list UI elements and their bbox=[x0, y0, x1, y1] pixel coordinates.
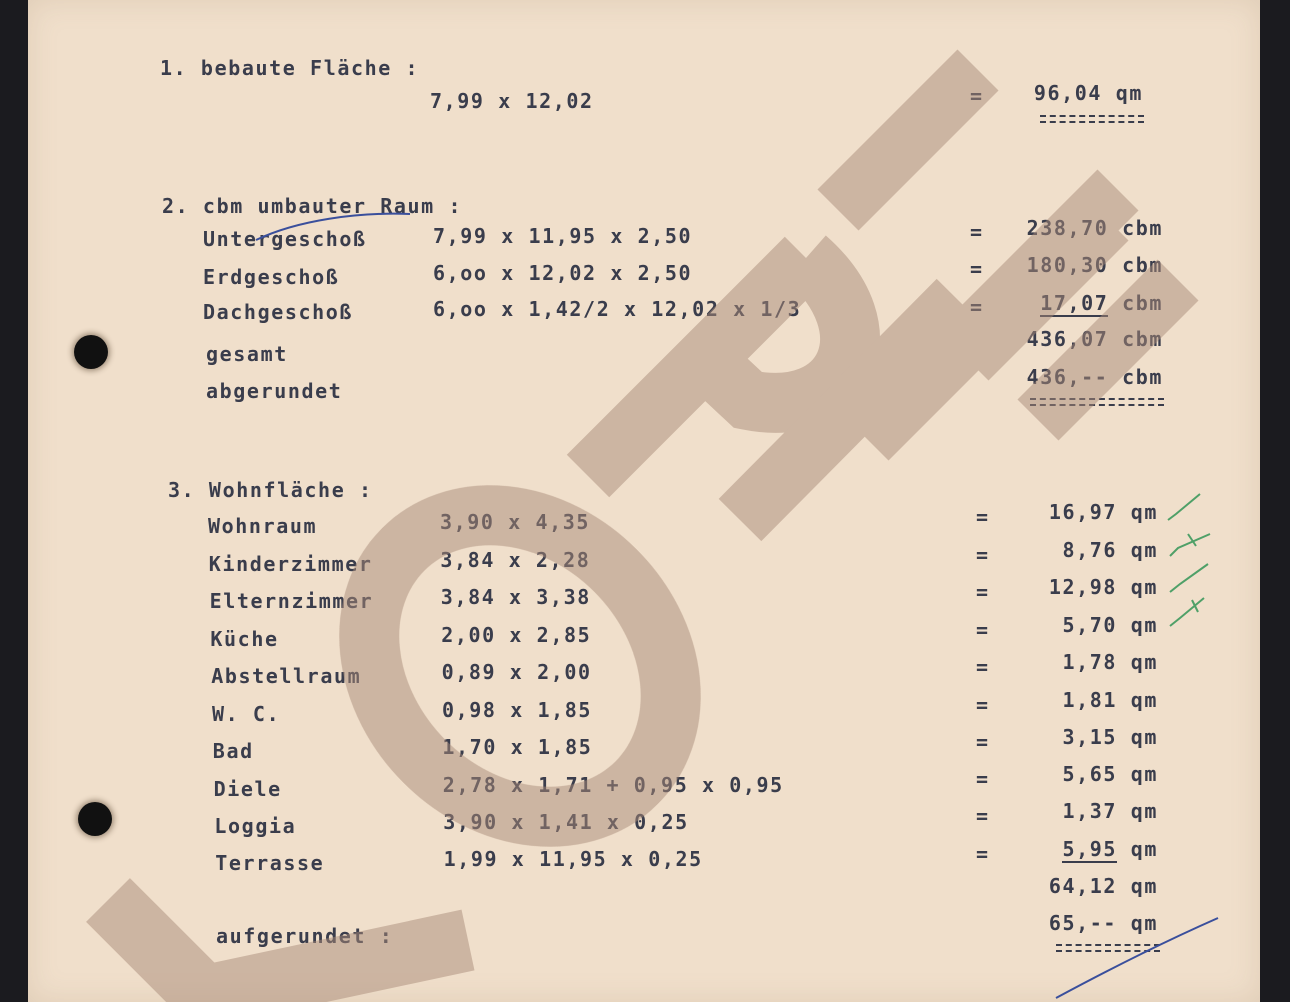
check-mark-3 bbox=[1170, 564, 1208, 592]
section3-row-result: 12,98 qm bbox=[1048, 575, 1158, 599]
section1-heading: 1. bebaute Fläche : bbox=[160, 56, 420, 80]
section3-row-eq: = bbox=[976, 693, 990, 717]
section2-row-eq: = bbox=[970, 257, 984, 281]
section3-rounded-label: aufgerundet : bbox=[216, 924, 394, 948]
section2-total: 436,07 cbm bbox=[1026, 327, 1163, 351]
section2-row-eq: = bbox=[970, 295, 984, 319]
section3-row-result: 3,15 qm bbox=[1062, 725, 1158, 749]
watermark-letter-i bbox=[740, 300, 958, 520]
section3-total: 64,12 qm bbox=[1048, 874, 1158, 898]
section3-row-calc: 2,78 x 1,71 + 0,95 x 0,95 bbox=[442, 773, 784, 797]
section3-row-result: 1,37 qm bbox=[1062, 799, 1158, 823]
section1-eq: = bbox=[970, 84, 984, 108]
section2-row-label: Erdgeschoß bbox=[203, 265, 340, 289]
section3-row-eq: = bbox=[976, 804, 990, 828]
section2-row-result: 238,70 cbm bbox=[1026, 216, 1163, 240]
section3-row-result: 5,65 qm bbox=[1062, 762, 1158, 786]
section3-row-calc: 2,00 x 2,85 bbox=[441, 623, 592, 647]
section3-row-eq: = bbox=[976, 543, 990, 567]
section3-row-calc: 3,84 x 3,38 bbox=[440, 585, 591, 609]
section3-row-label: W. C. bbox=[212, 702, 281, 726]
section3-double-rule bbox=[1056, 944, 1160, 952]
section3-row-result: 5,95 qm bbox=[1062, 837, 1158, 861]
section3-row-label: Terrasse bbox=[215, 851, 325, 875]
section3-heading: 3. Wohnfläche : bbox=[168, 478, 373, 502]
section2-rounded-label: abgerundet bbox=[206, 379, 343, 403]
section3-row-label: Diele bbox=[213, 777, 282, 801]
section3-row-label: Loggia bbox=[214, 814, 297, 838]
check-mark-1 bbox=[1168, 494, 1200, 520]
section3-row-result: 5,70 qm bbox=[1062, 613, 1158, 637]
section3-row-label: Küche bbox=[210, 627, 279, 651]
section3-row-eq: = bbox=[976, 618, 990, 642]
document-page bbox=[28, 0, 1260, 1002]
check-mark-4 bbox=[1170, 598, 1204, 626]
section1-result: 96,04 qm bbox=[1033, 81, 1143, 105]
subtotal-underline: 5,95 bbox=[1062, 837, 1118, 861]
section2-row-label: Dachgeschoß bbox=[203, 300, 354, 324]
watermark-letter-k bbox=[108, 900, 468, 1002]
section2-row-eq: = bbox=[970, 220, 984, 244]
section3-row-eq: = bbox=[976, 842, 990, 866]
check-mark-2 bbox=[1170, 534, 1210, 556]
section3-row-calc: 1,70 x 1,85 bbox=[442, 735, 593, 759]
section3-row-calc: 3,84 x 2,28 bbox=[440, 548, 591, 572]
section3-row-label: Elternzimmer bbox=[209, 589, 374, 613]
section3-row-calc: 1,99 x 11,95 x 0,25 bbox=[443, 847, 703, 871]
section3-row-label: Wohnraum bbox=[208, 514, 318, 538]
section3-row-label: Abstellraum bbox=[211, 664, 362, 688]
section3-row-result: 8,76 qm bbox=[1062, 538, 1158, 562]
punch-hole-top bbox=[74, 335, 108, 369]
subtotal-underline: 17,07 bbox=[1040, 291, 1109, 315]
section2-row-calc: 6,oo x 1,42/2 x 12,02 x 1/3 bbox=[433, 297, 802, 321]
punch-hole-bottom bbox=[78, 802, 112, 836]
section3-row-calc: 0,89 x 2,00 bbox=[441, 660, 592, 684]
section2-heading: 2. cbm umbauter Raum : bbox=[162, 194, 463, 218]
section2-row-calc: 7,99 x 11,95 x 2,50 bbox=[433, 224, 693, 248]
section2-row-label: Untergeschoß bbox=[203, 227, 367, 251]
section3-row-eq: = bbox=[976, 767, 990, 791]
section3-row-result: 1,78 qm bbox=[1062, 650, 1158, 674]
section3-row-result: 1,81 qm bbox=[1062, 688, 1158, 712]
section3-row-eq: = bbox=[976, 580, 990, 604]
section2-double-rule bbox=[1030, 398, 1164, 406]
section2-rounded: 436,-- cbm bbox=[1026, 365, 1163, 389]
section2-total-label: gesamt bbox=[206, 342, 288, 366]
section3-row-calc: 3,90 x 4,35 bbox=[440, 510, 591, 534]
section3-row-eq: = bbox=[976, 655, 990, 679]
section1-double-rule bbox=[1040, 115, 1144, 123]
section3-rounded: 65,-- qm bbox=[1048, 911, 1158, 935]
section3-row-result: 16,97 qm bbox=[1048, 500, 1158, 524]
section1-calc: 7,99 x 12,02 bbox=[430, 89, 594, 113]
section3-row-label: Bad bbox=[212, 739, 254, 763]
section2-row-calc: 6,oo x 12,02 x 2,50 bbox=[433, 261, 693, 285]
watermark-letter-p bbox=[588, 258, 850, 476]
section3-row-calc: 0,98 x 1,85 bbox=[442, 698, 593, 722]
section3-row-label: Kinderzimmer bbox=[208, 552, 373, 576]
section2-row-result: 17,07 cbm bbox=[1040, 291, 1163, 315]
section2-row-result: 180,30 cbm bbox=[1026, 253, 1163, 277]
section3-row-eq: = bbox=[976, 505, 990, 529]
section3-row-calc: 3,90 x 1,41 x 0,25 bbox=[443, 810, 689, 834]
section3-row-eq: = bbox=[976, 730, 990, 754]
